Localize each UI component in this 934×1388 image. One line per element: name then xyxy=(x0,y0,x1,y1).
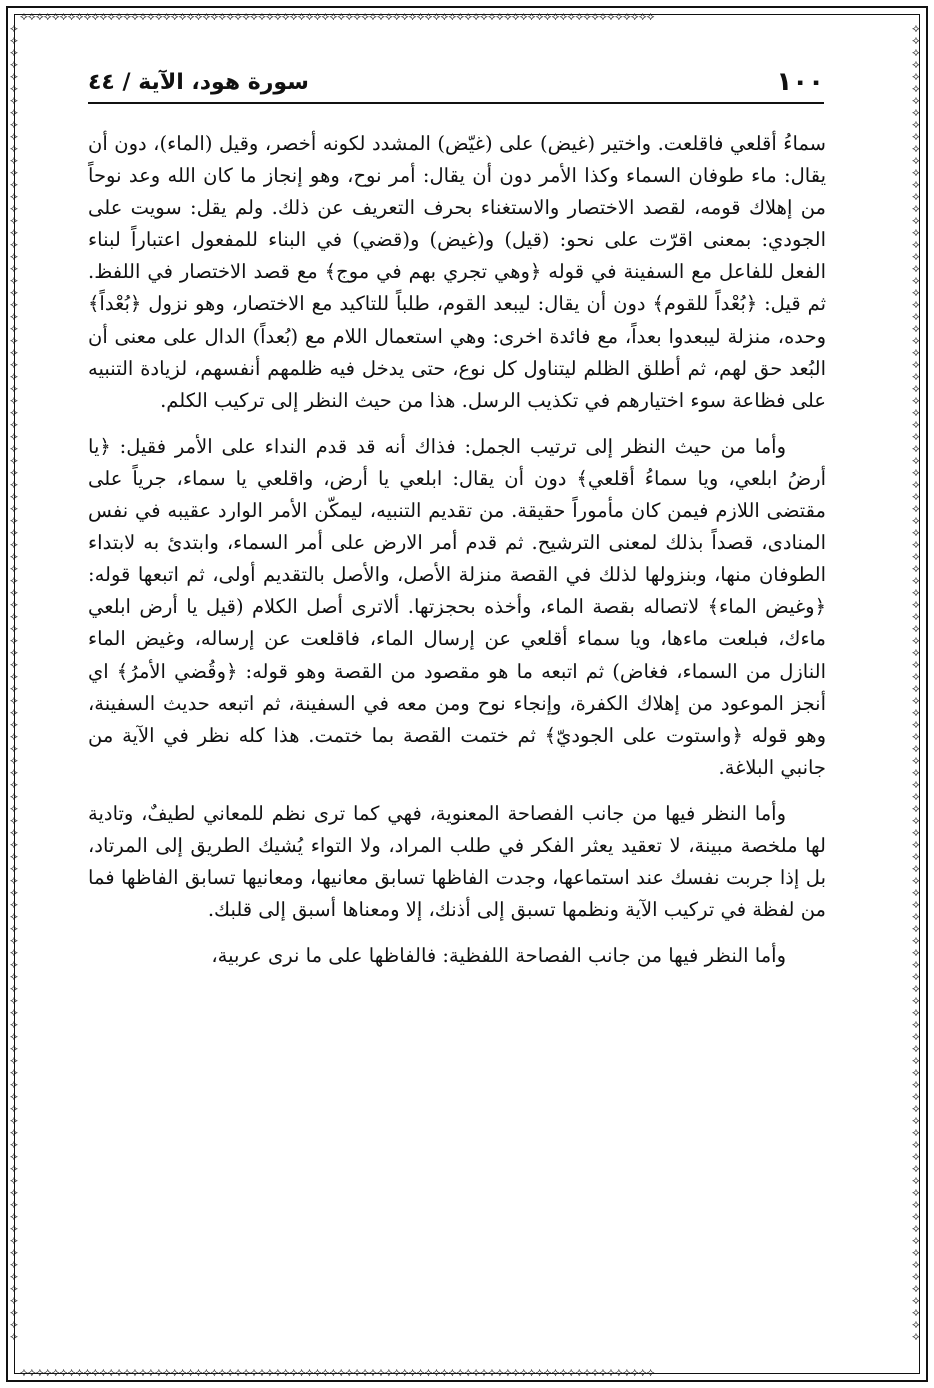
page-number: ١٠٠ xyxy=(776,67,824,97)
page-header xyxy=(88,62,824,104)
ornamental-border-right: ⟡⟡⟡⟡⟡⟡⟡⟡⟡⟡⟡⟡⟡⟡⟡⟡⟡⟡⟡⟡⟡⟡⟡⟡⟡⟡⟡⟡⟡⟡⟡⟡⟡⟡⟡⟡⟡⟡⟡⟡⟡⟡⟡⟡⟡⟡⟡⟡⟡⟡⟡⟡⟡⟡⟡⟡⟡⟡⟡⟡⟡⟡⟡⟡⟡⟡⟡⟡⟡⟡⟡⟡⟡⟡⟡⟡⟡⟡⟡⟡⟡⟡⟡⟡⟡⟡⟡⟡⟡⟡⟡⟡⟡⟡⟡⟡⟡⟡⟡⟡⟡⟡⟡⟡⟡⟡⟡⟡⟡⟡ xyxy=(912,22,920,1343)
ornamental-border-bottom: ⟡⟡⟡⟡⟡⟡⟡⟡⟡⟡⟡⟡⟡⟡⟡⟡⟡⟡⟡⟡⟡⟡⟡⟡⟡⟡⟡⟡⟡⟡⟡⟡⟡⟡⟡⟡⟡⟡⟡⟡⟡⟡⟡⟡⟡⟡⟡⟡⟡⟡⟡⟡⟡⟡⟡⟡⟡⟡⟡⟡⟡⟡⟡⟡⟡⟡⟡⟡⟡⟡⟡⟡⟡⟡⟡⟡⟡⟡⟡⟡ xyxy=(20,1366,655,1378)
paragraph-4: وأما النظر فيها من جانب الفصاحة اللفظية: فالفاظها على ما نرى عربية، xyxy=(211,944,786,968)
paragraph-2: وأما من حيث النظر إلى ترتيب الجمل: فذاك أنه قد قدم النداء على الأمر فقيل: ﴿يا أرضُ ابلعي، ويا سماءُ أقلعي﴾ دون أن يقال: ابلعي يا أرض، واقلعي يا سماء، جرياً على مقتضى اللازم فيمن كان مأموراً حقيقة. من تقديم التنبيه، ليمكّن الأمر الوارد عقيبه في نفس المنادى، قصداً بذلك لمعنى الترشيح. ثم قدم أمر الارض على أمر السماء، وابتدئ به لابتداء الطوفان منها، وبنزولها لذلك في القصة منزلة الأصل، والأصل بالتقديم أولى، ثم اتبعها قوله: ﴿وغيض الماء﴾ لاتصاله بقصة الماء، وأخذه بحجزتها. ألاترى أصل الكلام (قيل يا أرض ابلعي ماءك، فبلعت ماءها، ويا سماء أقلعي عن إرسال الماء، فاقلعت عن إرساله، وغيض الماء النازل من السماء، فغاض) ثم اتبعه ما هو مقصود من القصة وهو قوله: ﴿وقُضي الأمرُ﴾ اي أنجز الموعود من إهلاك الكفرة، وإنجاء نوح ومن معه في السفينة، ثم اتبعه حديث السفينة، وهو قوله ﴿واستوت على الجوديّ﴾ ثم ختمت القصة بما ختمت. هذا كله نظر في الآية من جانبي البلاغة. xyxy=(88,434,826,779)
ornamental-border-left: ⟡⟡⟡⟡⟡⟡⟡⟡⟡⟡⟡⟡⟡⟡⟡⟡⟡⟡⟡⟡⟡⟡⟡⟡⟡⟡⟡⟡⟡⟡⟡⟡⟡⟡⟡⟡⟡⟡⟡⟡⟡⟡⟡⟡⟡⟡⟡⟡⟡⟡⟡⟡⟡⟡⟡⟡⟡⟡⟡⟡⟡⟡⟡⟡⟡⟡⟡⟡⟡⟡⟡⟡⟡⟡⟡⟡⟡⟡⟡⟡⟡⟡⟡⟡⟡⟡⟡⟡⟡⟡⟡⟡⟡⟡⟡⟡⟡⟡⟡⟡⟡⟡⟡⟡⟡⟡⟡⟡⟡⟡ xyxy=(10,22,18,1343)
running-title: سورة هود، الآية / ٤٤ xyxy=(88,69,309,95)
body-text xyxy=(88,128,826,972)
ornamental-border-top: ⟡⟡⟡⟡⟡⟡⟡⟡⟡⟡⟡⟡⟡⟡⟡⟡⟡⟡⟡⟡⟡⟡⟡⟡⟡⟡⟡⟡⟡⟡⟡⟡⟡⟡⟡⟡⟡⟡⟡⟡⟡⟡⟡⟡⟡⟡⟡⟡⟡⟡⟡⟡⟡⟡⟡⟡⟡⟡⟡⟡⟡⟡⟡⟡⟡⟡⟡⟡⟡⟡⟡⟡⟡⟡⟡⟡⟡⟡⟡⟡ xyxy=(20,10,655,22)
paragraph-1: سماءُ أقلعي فاقلعت. واختير (غيض) على (غيّض) المشدد لكونه أخصر، وقيل (الماء)، دون أن يقال: ماء طوفان السماء وكذا الأمر دون أن يقال: أمر نوح، وهو إنجاز ما كان الله وعد نوحاً من إهلاك قومه، لقصد الاختصار والاستغناء بحرف التعريف عن ذلك. ولم يقل: سويت على الجودي: بمعنى اقرّت على نحو: (قيل) و(غيض) و(قضي) في البناء للمفعول اعتباراً لبناء الفعل للفاعل مع السفينة في قوله ﴿وهي تجري بهم في موج﴾ مع قصد الاختصار في اللفظ. ثم قيل: ﴿بُعْداً للقوم﴾ دون أن يقال: ليبعد القوم، طلباً للتاكيد مع الاختصار، وهو نزول ﴿بُعْداً﴾ وحده، منزلة ليبعدوا بعداً، مع فائدة اخرى: وهي استعمال اللام مع (بُعداً) الدال على معنى أن البُعد حق لهم، ثم أطلق الظلم ليتناول كل نوع، حتى يدخل فيه ظلمهم أنفسهم، لزيادة التنبيه على فظاعة سوء اختيارهم في تكذيب الرسل. هذا من حيث النظر إلى تركيب الكلم. xyxy=(88,132,826,412)
paragraph-3: وأما النظر فيها من جانب الفصاحة المعنوية، فهي كما ترى نظم للمعاني لطيفٌ، وتادية لها ملخصة مبينة، لا تعقيد يعثر الفكر في طلب المراد، ولا التواء يُشيك الطريق إلى المرتاد، بل إذا جربت نفسك عند استماعها، وجدت الفاظها تسابق معانيها، ومعانيها تسابق الفاظها فما من لفظة في تركيب الآية ونظمها تسبق إلى أذنك، إلا ومعناها أسبق إلى قلبك. xyxy=(88,801,826,922)
